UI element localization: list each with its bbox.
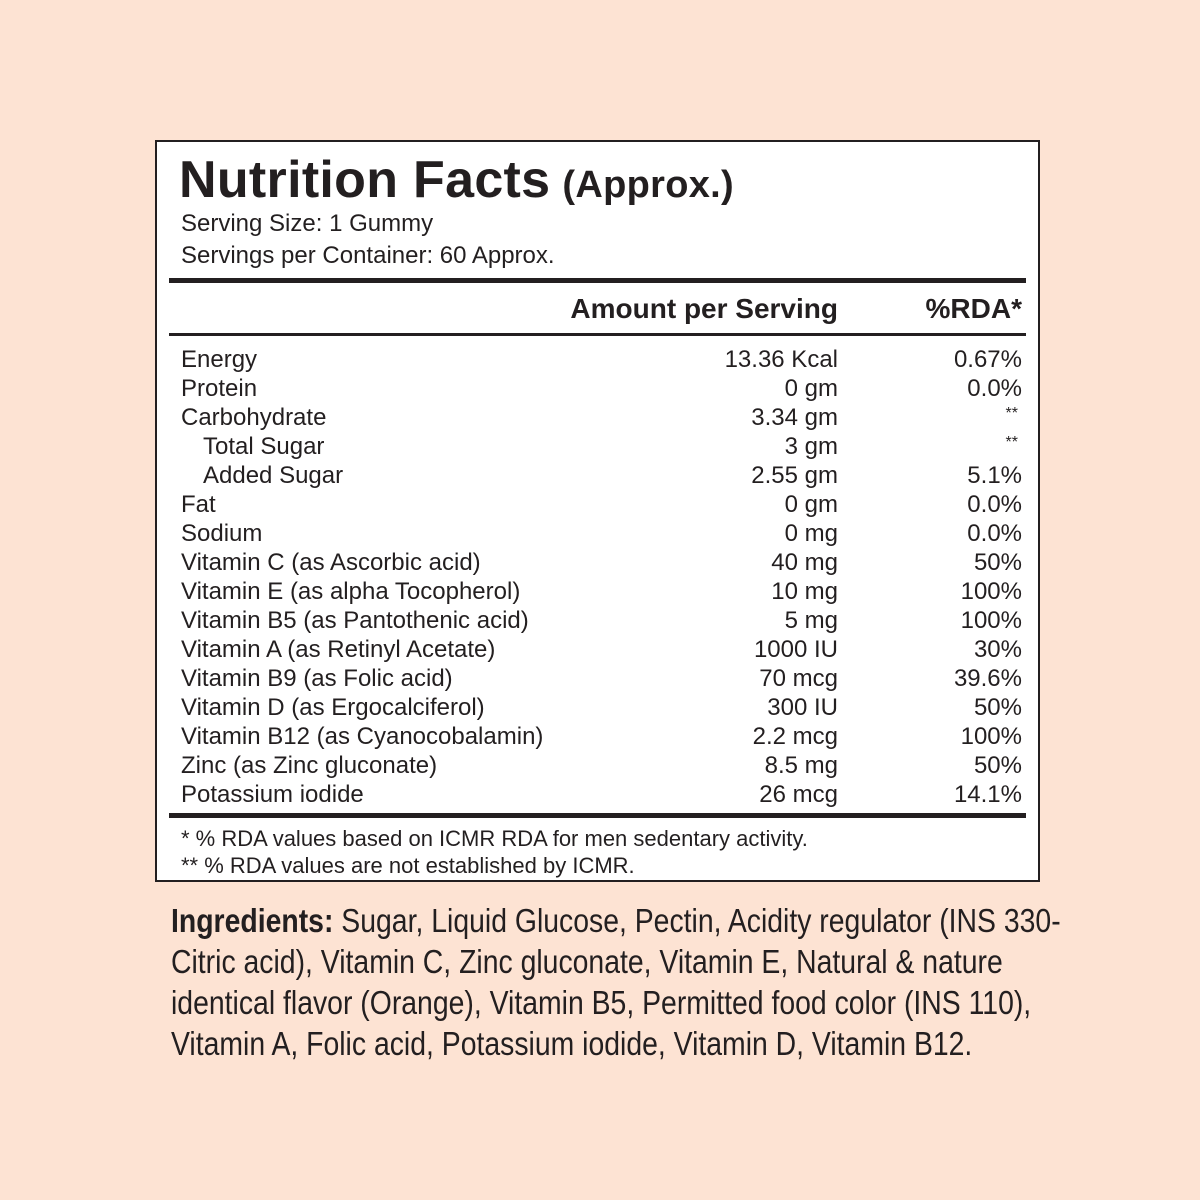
nutrient-name: Carbohydrate bbox=[181, 404, 327, 431]
nutrient-name: Zinc (as Zinc gluconate) bbox=[181, 752, 438, 779]
nutrient-amount: 70 mcg bbox=[759, 665, 838, 692]
table-row bbox=[157, 548, 1038, 577]
nutrient-rda: 50% bbox=[973, 752, 1022, 779]
nutrient-rda: 50% bbox=[973, 694, 1022, 721]
nutrient-rda: 30% bbox=[973, 636, 1022, 663]
nutrient-amount: 26 mcg bbox=[759, 781, 838, 808]
nutrient-name: Vitamin B5 (as Pantothenic acid) bbox=[181, 607, 529, 634]
ingredients-text bbox=[171, 900, 1065, 1064]
nutrient-amount: 40 mg bbox=[771, 549, 838, 576]
table-row bbox=[157, 374, 1038, 403]
nutrient-rda: 14.1% bbox=[953, 781, 1022, 808]
ingredients-label: Ingredients: bbox=[171, 902, 334, 939]
nutrient-rda: 0.67% bbox=[953, 346, 1022, 373]
nutrient-amount: 0 gm bbox=[784, 491, 838, 518]
nutrient-amount: 10 mg bbox=[771, 578, 838, 605]
nutrient-amount: 2.55 gm bbox=[751, 462, 838, 489]
table-row bbox=[157, 664, 1038, 693]
nutrient-rda: 100% bbox=[960, 607, 1022, 634]
table-row bbox=[157, 780, 1038, 809]
footnote-rda-not-established: ** % RDA values are not established by ICMR. bbox=[181, 853, 635, 878]
servings-per-container: Servings per Container: 60 Approx. bbox=[181, 242, 555, 269]
table-row bbox=[157, 490, 1038, 519]
nutrient-name: Vitamin A (as Retinyl Acetate) bbox=[181, 636, 496, 663]
nutrient-amount: 0 gm bbox=[784, 375, 838, 402]
nutrient-amount: 13.36 Kcal bbox=[724, 346, 838, 373]
nutrient-amount: 2.2 mcg bbox=[752, 723, 838, 750]
nutrient-rda: 100% bbox=[960, 578, 1022, 605]
table-row bbox=[157, 461, 1038, 490]
table-row bbox=[157, 519, 1038, 548]
nutrient-name: Vitamin B9 (as Folic acid) bbox=[181, 665, 453, 692]
nutrient-name: Vitamin E (as alpha Tocopherol) bbox=[181, 578, 521, 605]
table-row bbox=[157, 345, 1038, 374]
serving-size: Serving Size: 1 Gummy bbox=[181, 210, 434, 237]
nutrient-amount: 300 IU bbox=[767, 694, 838, 721]
nutrient-rda: 0.0% bbox=[967, 375, 1022, 402]
nutrition-facts-title bbox=[179, 150, 734, 215]
table-row bbox=[157, 577, 1038, 606]
nutrient-name: Energy bbox=[181, 346, 258, 373]
nutrient-name: Protein bbox=[181, 375, 258, 402]
nutrient-rda: 0.0% bbox=[967, 520, 1022, 547]
nutrient-name: Added Sugar bbox=[203, 462, 344, 489]
nutrient-amount: 1000 IU bbox=[753, 636, 838, 663]
thick-divider-top bbox=[169, 278, 1026, 283]
nutrient-name: Sodium bbox=[181, 520, 263, 547]
nutrient-amount: 5 mg bbox=[784, 607, 838, 634]
nutrient-amount: 3 gm bbox=[784, 433, 838, 460]
nutrient-name: Total Sugar bbox=[203, 433, 325, 460]
nutrient-table bbox=[157, 345, 1038, 809]
nutrition-facts-panel bbox=[155, 140, 1040, 882]
nutrient-rda: 5.1% bbox=[967, 462, 1022, 489]
table-row bbox=[157, 432, 1038, 461]
table-row bbox=[157, 751, 1038, 780]
nutrient-name: Vitamin C (as Ascorbic acid) bbox=[181, 549, 481, 576]
nutrient-rda: 50% bbox=[973, 549, 1022, 576]
nutrient-amount: 3.34 gm bbox=[751, 404, 838, 431]
title-suffix: (Approx.) bbox=[562, 164, 734, 206]
nutrient-amount: 0 mg bbox=[784, 520, 838, 547]
amount-per-serving-header: Amount per Serving bbox=[570, 293, 838, 324]
table-row bbox=[157, 722, 1038, 751]
table-row bbox=[157, 693, 1038, 722]
nutrient-name: Vitamin D (as Ergocalciferol) bbox=[181, 694, 485, 721]
header-divider bbox=[169, 333, 1026, 336]
nutrient-name: Vitamin B12 (as Cyanocobalamin) bbox=[181, 723, 544, 750]
table-row bbox=[157, 403, 1038, 432]
ingredients-list: Sugar, Liquid Glucose, Pectin, Acidity regulator (INS 330- Citric acid), Vitamin C, Zinc gluconate, Vitamin E, Natural & nature identical flavor (Orange), Vitamin B5, Permitted food color (INS 110), Vitamin A, Folic acid, Potassium iodide, Vitamin D, Vitamin B12. bbox=[171, 902, 1061, 1062]
thick-divider-bottom bbox=[169, 813, 1026, 818]
nutrient-rda: 100% bbox=[960, 723, 1022, 750]
rda-header: %RDA* bbox=[925, 293, 1022, 324]
table-row bbox=[157, 606, 1038, 635]
nutrient-rda: 0.0% bbox=[967, 491, 1022, 518]
nutrient-name: Potassium iodide bbox=[181, 781, 364, 808]
nutrient-name: Fat bbox=[181, 491, 216, 518]
title-main: Nutrition Facts bbox=[179, 151, 551, 209]
nutrient-amount: 8.5 mg bbox=[764, 752, 838, 779]
table-row bbox=[157, 635, 1038, 664]
nutrient-rda: 39.6% bbox=[953, 665, 1022, 692]
footnote-rda-basis: * % RDA values based on ICMR RDA for men sedentary activity. bbox=[181, 826, 808, 851]
nutrient-rda: ** bbox=[1005, 434, 1018, 451]
nutrient-rda: ** bbox=[1005, 405, 1018, 422]
